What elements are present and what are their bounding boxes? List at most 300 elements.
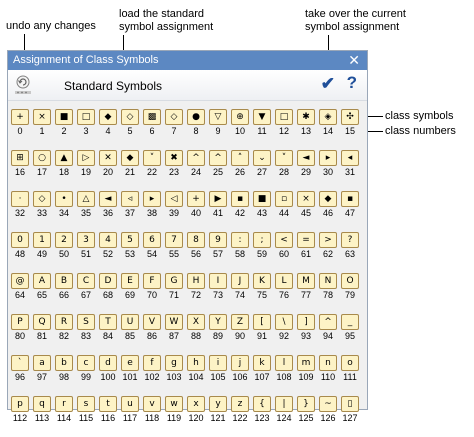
class-symbol-button[interactable]: ▽ [209, 109, 227, 125]
class-symbol-button[interactable]: ^ [209, 150, 227, 166]
class-symbol-button[interactable]: ◄ [297, 150, 315, 166]
class-symbol-button[interactable]: x [187, 396, 205, 412]
checkmark-icon[interactable]: ✔ [320, 74, 335, 93]
class-symbol-button[interactable]: × [297, 191, 315, 207]
class-number: 114 [56, 413, 72, 423]
class-number: 54 [146, 249, 157, 259]
class-number: 30 [322, 167, 333, 177]
class-symbol-button[interactable]: ◇ [165, 109, 183, 125]
symbol-cell [77, 314, 97, 351]
class-number: 78 [322, 290, 333, 300]
class-number: 111 [343, 372, 357, 382]
symbol-cell [297, 273, 317, 310]
class-number: 55 [168, 249, 179, 259]
class-number: 14 [322, 126, 333, 136]
class-symbol-button[interactable]: N [319, 273, 337, 289]
class-symbol-button[interactable]: ▫ [275, 191, 293, 207]
class-number: 89 [212, 331, 223, 341]
class-symbol-button[interactable]: ◁ [165, 191, 183, 207]
class-symbol-button[interactable]: u [121, 396, 139, 412]
class-symbol-button[interactable]: D [99, 273, 117, 289]
class-number: 98 [58, 372, 69, 382]
class-number: 121 [210, 413, 226, 423]
symbol-cell [165, 232, 185, 269]
class-symbol-button[interactable]: h [187, 355, 205, 371]
class-symbol-button[interactable]: ▸ [319, 150, 337, 166]
class-number: 0 [17, 126, 23, 136]
class-symbol-button[interactable]: G [165, 273, 183, 289]
class-number: 96 [14, 372, 25, 382]
class-number: 5 [127, 126, 133, 136]
class-symbol-button[interactable]: ◃ [121, 191, 139, 207]
class-symbol-button[interactable]: 4 [99, 232, 117, 248]
class-number: 20 [102, 167, 113, 177]
class-number: 42 [234, 208, 245, 218]
class-number: 90 [234, 331, 245, 341]
class-symbol-button[interactable]: 6 [143, 232, 161, 248]
class-symbol-button[interactable]: j [231, 355, 249, 371]
class-symbol-button[interactable]: y [209, 396, 227, 412]
class-number: 57 [212, 249, 223, 259]
symbol-cell [33, 150, 53, 187]
class-symbol-button[interactable]: H [187, 273, 205, 289]
class-symbol-button[interactable]: ⊕ [231, 109, 249, 125]
class-symbol-button[interactable]: U [121, 314, 139, 330]
symbol-cell [187, 273, 207, 310]
class-symbol-button[interactable]: m [297, 355, 315, 371]
class-number: 85 [124, 331, 135, 341]
class-symbol-button[interactable]: L [275, 273, 293, 289]
symbol-cell [231, 396, 251, 433]
class-symbol-button[interactable]: A [33, 273, 51, 289]
class-symbol-button[interactable]: □ [275, 109, 293, 125]
symbol-cell [165, 396, 185, 433]
class-symbol-button[interactable]: g [165, 355, 183, 371]
symbol-cell [55, 150, 75, 187]
symbol-cell [143, 232, 163, 269]
class-number: 124 [276, 413, 292, 423]
class-number: 44 [278, 208, 289, 218]
class-symbol-button[interactable]: V [143, 314, 161, 330]
class-number: 84 [102, 331, 113, 341]
standard-symbols-button[interactable]: Standard Symbols [64, 79, 163, 93]
annotation-undo: undo any changes [6, 20, 96, 32]
class-number: 56 [190, 249, 201, 259]
class-number: 102 [144, 372, 160, 382]
class-symbol-button[interactable]: M [297, 273, 315, 289]
class-number: 17 [36, 167, 47, 177]
class-symbol-button[interactable]: B [55, 273, 73, 289]
class-symbol-button[interactable]: ] [297, 314, 315, 330]
class-symbol-button[interactable]: z [231, 396, 249, 412]
class-symbol-button[interactable]: C [77, 273, 95, 289]
class-symbol-button[interactable]: ▲ [55, 150, 73, 166]
class-symbol-button[interactable]: ✱ [297, 109, 315, 125]
class-symbol-button[interactable]: ○ [33, 150, 51, 166]
class-symbol-button[interactable]: 0 [11, 232, 29, 248]
symbol-cell [275, 355, 295, 392]
class-symbol-button[interactable]: b [55, 355, 73, 371]
class-number: 107 [254, 372, 270, 382]
symbol-cell [209, 273, 229, 310]
symbol-cell [165, 355, 185, 392]
class-symbol-button[interactable]: \ [275, 314, 293, 330]
class-number: 49 [36, 249, 47, 259]
class-number: 29 [300, 167, 311, 177]
class-number: 68 [102, 290, 113, 300]
class-symbol-button[interactable]: ▼ [253, 109, 271, 125]
class-number: 80 [14, 331, 25, 341]
class-number: 74 [234, 290, 245, 300]
class-symbol-button[interactable]: d [99, 355, 117, 371]
class-symbol-button[interactable]: ■ [55, 109, 73, 125]
class-symbol-button[interactable]: a [33, 355, 51, 371]
class-number: 123 [254, 413, 270, 423]
class-symbol-button[interactable]: ● [187, 109, 205, 125]
symbol-cell [341, 191, 361, 228]
class-symbol-button[interactable]: I [209, 273, 227, 289]
class-symbol-button[interactable]: s [77, 396, 95, 412]
class-number: 82 [58, 331, 69, 341]
class-symbol-button[interactable]: △ [77, 191, 95, 207]
class-symbol-button[interactable]: | [275, 396, 293, 412]
class-number: 2 [61, 126, 67, 136]
symbol-cell [99, 355, 119, 392]
symbol-cell [165, 109, 185, 146]
class-symbol-button[interactable]: ▪ [341, 191, 359, 207]
class-number: 69 [124, 290, 135, 300]
class-symbol-button[interactable]: Z [231, 314, 249, 330]
class-number: 11 [257, 126, 267, 136]
class-symbol-button[interactable]: o [341, 355, 359, 371]
symbol-cell [275, 314, 295, 351]
class-number: 122 [232, 413, 248, 423]
symbol-cell [99, 191, 119, 228]
class-symbol-button[interactable]: ^ [187, 150, 205, 166]
class-number: 3 [83, 126, 89, 136]
class-symbol-button[interactable]: } [297, 396, 315, 412]
symbol-cell [187, 150, 207, 187]
symbol-cell [11, 273, 31, 310]
symbol-cell [253, 232, 273, 269]
class-symbol-button[interactable]: ✖ [165, 150, 183, 166]
class-symbol-button[interactable]: ⊞ [11, 150, 29, 166]
class-symbol-button[interactable]: ˅ [275, 150, 293, 166]
annotation-take-line2: symbol assignment [305, 21, 400, 33]
symbol-cell [341, 150, 361, 187]
class-symbol-button[interactable]: × [33, 109, 51, 125]
class-symbol-button[interactable]: 7 [165, 232, 183, 248]
class-symbol-button[interactable]: < [275, 232, 293, 248]
class-symbol-button[interactable]: R [55, 314, 73, 330]
class-symbol-button[interactable]: ˅ [143, 150, 161, 166]
symbol-cell [55, 232, 75, 269]
symbol-cell [11, 191, 31, 228]
class-symbol-button[interactable]: · [11, 191, 29, 207]
class-symbol-button[interactable]: ⌄ [253, 150, 271, 166]
class-symbol-button[interactable]: ✣ [341, 109, 359, 125]
class-symbol-button[interactable]: ` [11, 355, 29, 371]
symbol-cell [99, 232, 119, 269]
symbol-cell [11, 314, 31, 351]
symbol-cell [121, 314, 141, 351]
class-symbol-button[interactable]: Y [209, 314, 227, 330]
class-number: 113 [34, 413, 50, 423]
class-symbol-button[interactable]: ▩ [143, 109, 161, 125]
class-number: 108 [276, 372, 292, 382]
class-number: 21 [124, 167, 135, 177]
class-number: 13 [300, 126, 311, 136]
class-symbol-button[interactable]: ◆ [319, 191, 337, 207]
class-symbol-button[interactable]: w [165, 396, 183, 412]
class-symbol-button[interactable]: 8 [187, 232, 205, 248]
class-symbol-button[interactable]: ◇ [33, 191, 51, 207]
annotation-load-line1: load the standard [119, 8, 205, 20]
symbol-cell [319, 396, 339, 433]
class-number: 60 [278, 249, 289, 259]
symbol-cell [275, 191, 295, 228]
class-symbol-button[interactable]: 1 [33, 232, 51, 248]
symbol-cell [143, 273, 163, 310]
symbol-cell [33, 314, 53, 351]
class-number: 71 [168, 290, 179, 300]
class-number: 19 [80, 167, 91, 177]
class-symbol-button[interactable]: k [253, 355, 271, 371]
class-symbol-button[interactable]: ▷ [77, 150, 95, 166]
class-symbol-button[interactable]: ◈ [319, 109, 337, 125]
class-number: 112 [12, 413, 28, 423]
class-symbol-button[interactable]: ▸ [143, 191, 161, 207]
symbol-cell [187, 232, 207, 269]
undo-button[interactable] [12, 73, 34, 97]
class-symbol-button[interactable]: ; [253, 232, 271, 248]
class-symbol-button[interactable]: ■ [253, 191, 271, 207]
class-symbol-button[interactable]: ▯ [341, 396, 359, 412]
class-symbol-button[interactable]: O [341, 273, 359, 289]
symbol-cell [319, 150, 339, 187]
symbol-cell [33, 232, 53, 269]
class-number: 105 [210, 372, 226, 382]
symbol-cell [231, 355, 251, 392]
class-symbol-button[interactable]: ◄ [99, 191, 117, 207]
class-symbol-button[interactable]: X [187, 314, 205, 330]
symbol-cell [297, 150, 317, 187]
symbol-cell [231, 191, 251, 228]
class-symbol-button[interactable]: + [11, 109, 29, 125]
class-symbol-button[interactable]: c [77, 355, 95, 371]
close-icon[interactable]: ✕ [348, 52, 360, 68]
class-symbol-button[interactable]: ? [341, 232, 359, 248]
class-symbol-button[interactable]: 9 [209, 232, 227, 248]
class-number: 34 [58, 208, 69, 218]
class-number: 103 [166, 372, 182, 382]
class-symbol-button[interactable]: ◆ [121, 150, 139, 166]
class-number: 58 [234, 249, 245, 259]
symbol-cell [55, 314, 75, 351]
symbol-cell [143, 109, 163, 146]
symbol-cell [341, 232, 361, 269]
class-number: 94 [322, 331, 333, 341]
class-symbol-button[interactable]: ◇ [121, 109, 139, 125]
symbol-cell [297, 232, 317, 269]
class-symbol-button[interactable]: ˄ [231, 150, 249, 166]
class-number: 23 [168, 167, 179, 177]
symbol-cell [99, 396, 119, 433]
class-symbol-button[interactable]: f [143, 355, 161, 371]
toolbar [8, 70, 367, 101]
class-number: 73 [212, 290, 223, 300]
symbol-cell [319, 355, 339, 392]
class-symbol-button[interactable]: r [55, 396, 73, 412]
class-number: 16 [14, 167, 25, 177]
symbol-cell [231, 314, 251, 351]
class-number: 77 [300, 290, 311, 300]
symbol-cell [55, 109, 75, 146]
symbol-cell [253, 396, 273, 433]
class-symbol-button[interactable]: : [231, 232, 249, 248]
class-number: 72 [190, 290, 201, 300]
class-symbol-button[interactable]: F [143, 273, 161, 289]
class-symbol-button[interactable]: ✕ [99, 150, 117, 166]
class-symbol-button[interactable]: □ [77, 109, 95, 125]
class-symbol-button[interactable]: [ [253, 314, 271, 330]
symbol-cell [319, 273, 339, 310]
class-number: 87 [168, 331, 179, 341]
class-symbol-button[interactable]: t [99, 396, 117, 412]
symbol-cell [275, 109, 295, 146]
symbol-cell [341, 109, 361, 146]
symbol-cell [33, 109, 53, 146]
pointer-line-symbols [367, 116, 383, 117]
class-symbol-button[interactable]: ◆ [99, 109, 117, 125]
class-symbol-button[interactable]: ▶ [209, 191, 227, 207]
class-symbol-button[interactable]: { [253, 396, 271, 412]
symbol-cell [11, 150, 31, 187]
class-symbol-button[interactable]: K [253, 273, 271, 289]
symbol-cell [209, 109, 229, 146]
class-symbol-button[interactable]: @ [11, 273, 29, 289]
class-symbol-button[interactable]: E [121, 273, 139, 289]
class-number: 79 [344, 290, 355, 300]
class-symbol-button[interactable]: e [121, 355, 139, 371]
symbol-cell [253, 314, 273, 351]
class-number: 118 [144, 413, 160, 423]
class-number: 101 [122, 372, 138, 382]
symbol-cell [11, 396, 31, 433]
symbol-cell [231, 109, 251, 146]
class-symbol-button[interactable]: i [209, 355, 227, 371]
symbol-cell [319, 191, 339, 228]
class-symbol-button[interactable]: J [231, 273, 249, 289]
class-symbol-button[interactable]: • [55, 191, 73, 207]
symbol-cell [11, 355, 31, 392]
class-number: 1 [39, 126, 45, 136]
symbol-cell [165, 273, 185, 310]
symbol-cell [77, 109, 97, 146]
class-number: 88 [190, 331, 201, 341]
symbol-cell [209, 314, 229, 351]
symbol-cell [33, 396, 53, 433]
symbol-cell [33, 273, 53, 310]
class-symbol-button[interactable]: 2 [55, 232, 73, 248]
class-symbol-button[interactable]: ~ [319, 396, 337, 412]
class-symbol-button[interactable]: p [11, 396, 29, 412]
class-number: 38 [146, 208, 157, 218]
class-number: 41 [212, 208, 223, 218]
class-symbol-button[interactable]: > [319, 232, 337, 248]
symbol-cell [99, 273, 119, 310]
class-symbol-button[interactable]: 5 [121, 232, 139, 248]
class-number: 18 [58, 167, 69, 177]
symbol-cell [77, 273, 97, 310]
class-symbol-button[interactable]: ◂ [341, 150, 359, 166]
class-symbol-button[interactable]: S [77, 314, 95, 330]
class-symbol-button[interactable]: _ [341, 314, 359, 330]
symbol-cell [121, 273, 141, 310]
symbol-cell [209, 355, 229, 392]
class-symbol-button[interactable]: W [165, 314, 183, 330]
class-symbol-button[interactable]: Q [33, 314, 51, 330]
class-number: 12 [278, 126, 289, 136]
class-number: 50 [58, 249, 69, 259]
class-symbol-button[interactable]: q [33, 396, 51, 412]
undo-icon [12, 73, 34, 97]
symbol-cell [55, 396, 75, 433]
class-number: 48 [14, 249, 25, 259]
symbol-cell [253, 109, 273, 146]
symbol-cell [121, 191, 141, 228]
help-icon[interactable]: ? [346, 73, 357, 92]
class-symbol-button[interactable]: + [187, 191, 205, 207]
symbol-cell [209, 396, 229, 433]
class-symbol-button[interactable]: l [275, 355, 293, 371]
class-symbol-button[interactable]: P [11, 314, 29, 330]
class-number: 22 [146, 167, 157, 177]
class-symbol-button[interactable]: = [297, 232, 315, 248]
symbol-cell [55, 355, 75, 392]
title-bar [8, 51, 367, 70]
symbol-cell [187, 109, 207, 146]
class-number: 4 [105, 126, 111, 136]
class-number: 66 [58, 290, 69, 300]
class-symbol-button[interactable]: ^ [319, 314, 337, 330]
class-number: 93 [300, 331, 311, 341]
class-number: 25 [212, 167, 223, 177]
class-symbol-button[interactable]: 3 [77, 232, 95, 248]
class-symbol-button[interactable]: n [319, 355, 337, 371]
annotation-class-numbers: class numbers [385, 125, 456, 137]
class-number: 9 [215, 126, 221, 136]
class-symbol-button[interactable]: T [99, 314, 117, 330]
symbol-cell [165, 191, 185, 228]
class-number: 120 [188, 413, 204, 423]
symbol-cell [187, 314, 207, 351]
symbol-cell [77, 191, 97, 228]
symbol-cell [275, 396, 295, 433]
symbol-cell [275, 232, 295, 269]
symbol-cell [187, 191, 207, 228]
symbol-cell [187, 355, 207, 392]
class-number: 91 [256, 331, 267, 341]
symbol-cell [209, 150, 229, 187]
class-symbol-button[interactable]: v [143, 396, 161, 412]
symbol-cell [253, 355, 273, 392]
class-symbol-button[interactable]: ▪ [231, 191, 249, 207]
symbol-cell [11, 232, 31, 269]
symbol-cell [297, 191, 317, 228]
symbol-cell [165, 150, 185, 187]
symbol-cell [143, 355, 163, 392]
